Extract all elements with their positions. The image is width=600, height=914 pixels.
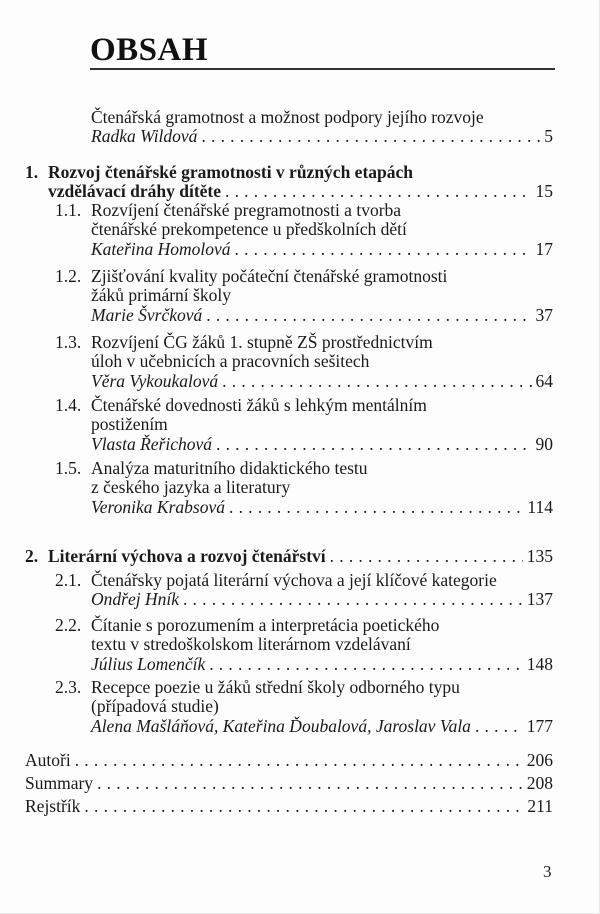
- chapter-title: z českého jazyka a literatury: [91, 477, 291, 498]
- section-title: Literární výchova a rozvoj čtenářství: [48, 546, 326, 566]
- chapter-number: 1.4.: [55, 395, 82, 415]
- chapter-title: úloh v učebnicích a pracovních sešitech: [91, 351, 370, 372]
- entry-title: Rejstřík: [25, 796, 81, 816]
- chapter-number: 1.2.: [55, 266, 82, 286]
- chapter-title: Čtenářské dovednosti žáků s lehkým mentálním: [91, 395, 427, 415]
- chapter-number: 1.3.: [55, 332, 82, 352]
- chapter-page: 148: [526, 653, 553, 674]
- page-number: 3: [543, 862, 552, 881]
- toc-chapter-1-4[interactable]: [0, 396, 553, 454]
- chapter-number: 1.5.: [55, 458, 82, 478]
- toc-entry-intro[interactable]: [0, 108, 553, 147]
- chapter-author: Vlasta Řeřichová: [91, 433, 213, 454]
- chapter-title: žáků primární školy: [91, 285, 231, 306]
- toc-section-2[interactable]: [0, 547, 553, 566]
- chapter-author: Ondřej Hník: [91, 589, 179, 610]
- chapter-page: 64: [535, 370, 553, 391]
- toc-entry-index[interactable]: [25, 795, 553, 818]
- toc-chapter-2-1[interactable]: [0, 571, 553, 610]
- entry-author: Radka Wildová: [91, 126, 198, 147]
- toc-section-1[interactable]: [0, 163, 553, 202]
- chapter-author: Veronika Krabsová: [91, 496, 225, 517]
- chapter-page: 17: [535, 238, 553, 259]
- section-title: vzdělávací dráhy dítěte: [48, 181, 222, 202]
- chapter-title: Zjišťování kvality počáteční čtenářské gramotnosti: [91, 266, 448, 286]
- entry-page: 206: [526, 750, 553, 770]
- chapter-title: Čtenářsky pojatá literární výchova a její klíčové kategorie: [91, 570, 497, 590]
- chapter-author: Alena Mašláňová, Kateřina Ďoubalová, Jaroslav Vala: [91, 715, 471, 736]
- leader-dots: [222, 372, 531, 391]
- leader-dots: [75, 749, 523, 772]
- entry-title: Čtenářská gramotnost a možnost podpory jejího rozvoje: [91, 107, 484, 127]
- chapter-author: Věra Vykoukalová: [91, 370, 219, 391]
- section-page: 135: [526, 546, 553, 566]
- leader-dots: [209, 655, 523, 674]
- title-rule: [90, 68, 555, 70]
- chapter-title: textu v stredoškolskom literárnom vzdelávaní: [91, 634, 411, 655]
- chapter-title: čtenářské prekompetence u předškolních dětí: [91, 219, 407, 240]
- leader-dots: [84, 795, 523, 818]
- chapter-page: 137: [526, 589, 553, 610]
- chapter-author: Marie Švrčková: [91, 304, 203, 325]
- leader-dots: [330, 547, 523, 566]
- chapter-title: Recepce poezie u žáků střední školy odborného typu: [91, 677, 460, 697]
- chapter-page: 37: [535, 304, 553, 325]
- leader-dots: [225, 182, 531, 201]
- toc-back-matter: [25, 749, 553, 818]
- chapter-title: Rozvíjení ČG žáků 1. stupně ZŠ prostřednictvím: [91, 332, 433, 352]
- chapter-number: 2.1.: [55, 570, 82, 590]
- leader-dots: [216, 435, 531, 454]
- toc-entry-summary[interactable]: [25, 772, 553, 795]
- leader-dots: [206, 306, 531, 325]
- toc-chapter-1-3[interactable]: [0, 333, 553, 391]
- leader-dots: [475, 717, 523, 736]
- chapter-page: 90: [535, 433, 553, 454]
- toc-entry-authors[interactable]: [25, 749, 553, 772]
- entry-page: 208: [526, 773, 553, 793]
- chapter-page: 177: [526, 715, 553, 736]
- toc-chapter-1-5[interactable]: [0, 459, 553, 517]
- chapter-number: 2.3.: [55, 677, 82, 697]
- chapter-number: 1.1.: [55, 200, 82, 220]
- toc-chapter-1-1[interactable]: [0, 201, 553, 259]
- leader-dots: [97, 772, 523, 795]
- toc-chapter-1-2[interactable]: [0, 267, 553, 325]
- chapter-title: (případová studie): [91, 696, 219, 717]
- chapter-author: Kateřina Homolová: [91, 238, 231, 259]
- toc-chapter-2-2[interactable]: [0, 616, 553, 674]
- leader-dots: [235, 240, 532, 259]
- chapter-number: 2.2.: [55, 615, 82, 635]
- chapter-title: Rozvíjení čtenářské pregramotnosti a tvorba: [91, 200, 402, 220]
- leader-dots: [229, 498, 523, 517]
- section-page: 15: [535, 181, 553, 202]
- page-title: OBSAH: [90, 32, 209, 68]
- chapter-title: Analýza maturitního didaktického testu: [91, 458, 368, 478]
- section-number: 1.: [25, 162, 39, 182]
- entry-title: Summary: [25, 773, 94, 793]
- toc-chapter-2-3[interactable]: [0, 678, 553, 736]
- entry-title: Autoři: [25, 750, 71, 770]
- chapter-title: Čítanie s porozumením a interpretácia poetického: [91, 615, 440, 635]
- section-number: 2.: [25, 546, 39, 566]
- leader-dots: [183, 590, 523, 609]
- entry-page: 5: [544, 126, 553, 147]
- leader-dots: [201, 127, 540, 146]
- chapter-title: postižením: [91, 414, 168, 435]
- chapter-page: 114: [527, 496, 553, 517]
- entry-page: 211: [527, 796, 553, 816]
- section-title: Rozvoj čtenářské gramotnosti v různých etapách: [48, 162, 414, 182]
- chapter-author: Július Lomenčík: [91, 653, 206, 674]
